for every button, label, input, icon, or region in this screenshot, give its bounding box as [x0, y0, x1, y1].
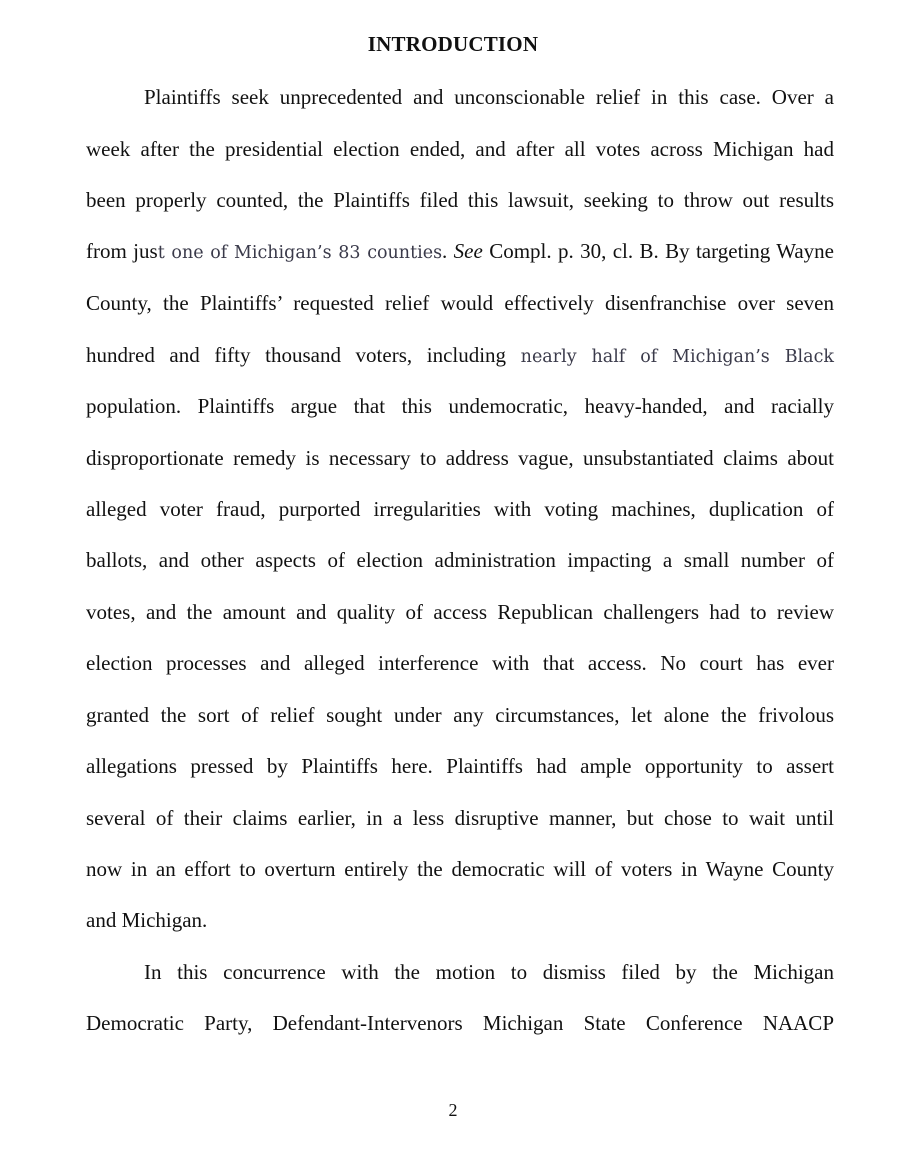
- text-line: several of their claims earlier, in a less disruptive manner, but chose to wait until: [86, 806, 834, 830]
- text-line: alleged voter fraud, purported irregularities with voting machines, duplication of: [86, 497, 834, 521]
- text-line: election processes and alleged interference with that access. No court has ever: [86, 651, 834, 675]
- text-line: now in an effort to overturn entirely the democratic will of voters in Wayne County: [86, 857, 834, 881]
- inserted-text: t one of Michigan’s 83 counties: [157, 243, 443, 263]
- text-fragment: .: [442, 239, 454, 263]
- text-line: County, the Plaintiffs’ requested relief would effectively disenfranchise over seven: [86, 291, 834, 315]
- text-line: ballots, and other aspects of election administration impacting a small number of: [86, 548, 834, 572]
- citation-signal: See: [453, 239, 483, 263]
- text-line: [86, 343, 834, 368]
- text-line: [86, 239, 834, 264]
- text-line: Democratic Party, Defendant-Intervenors Michigan State Conference NAACP: [86, 1011, 834, 1035]
- text-line: Plaintiffs seek unprecedented and unconscionable relief in this case. Over a: [144, 85, 834, 109]
- text-line: disproportionate remedy is necessary to address vague, unsubstantiated claims about: [86, 446, 834, 470]
- inserted-text: nearly half of Michigan’s Black: [520, 347, 834, 367]
- page-number: 2: [448, 1100, 458, 1120]
- text-line: been properly counted, the Plaintiffs filed this lawsuit, seeking to throw out results: [86, 188, 834, 212]
- text-line: granted the sort of relief sought under any circumstances, let alone the frivolous: [86, 703, 834, 727]
- text-fragment: from jus: [86, 239, 158, 263]
- text-line: and Michigan.: [86, 908, 208, 932]
- text-line: votes, and the amount and quality of access Republican challengers had to review: [86, 600, 834, 624]
- text-line: allegations pressed by Plaintiffs here. Plaintiffs had ample opportunity to assert: [86, 754, 834, 778]
- text-line: week after the presidential election ended, and after all votes across Michigan had: [86, 137, 834, 161]
- text-fragment: Compl. p. 30, cl. B. By targeting Wayne: [482, 239, 834, 263]
- section-heading: INTRODUCTION: [367, 32, 539, 56]
- text-line: In this concurrence with the motion to dismiss filed by the Michigan: [144, 960, 834, 984]
- text-fragment: hundred and fifty thousand voters, including: [86, 343, 521, 367]
- text-line: population. Plaintiffs argue that this undemocratic, heavy-handed, and racially: [86, 394, 834, 418]
